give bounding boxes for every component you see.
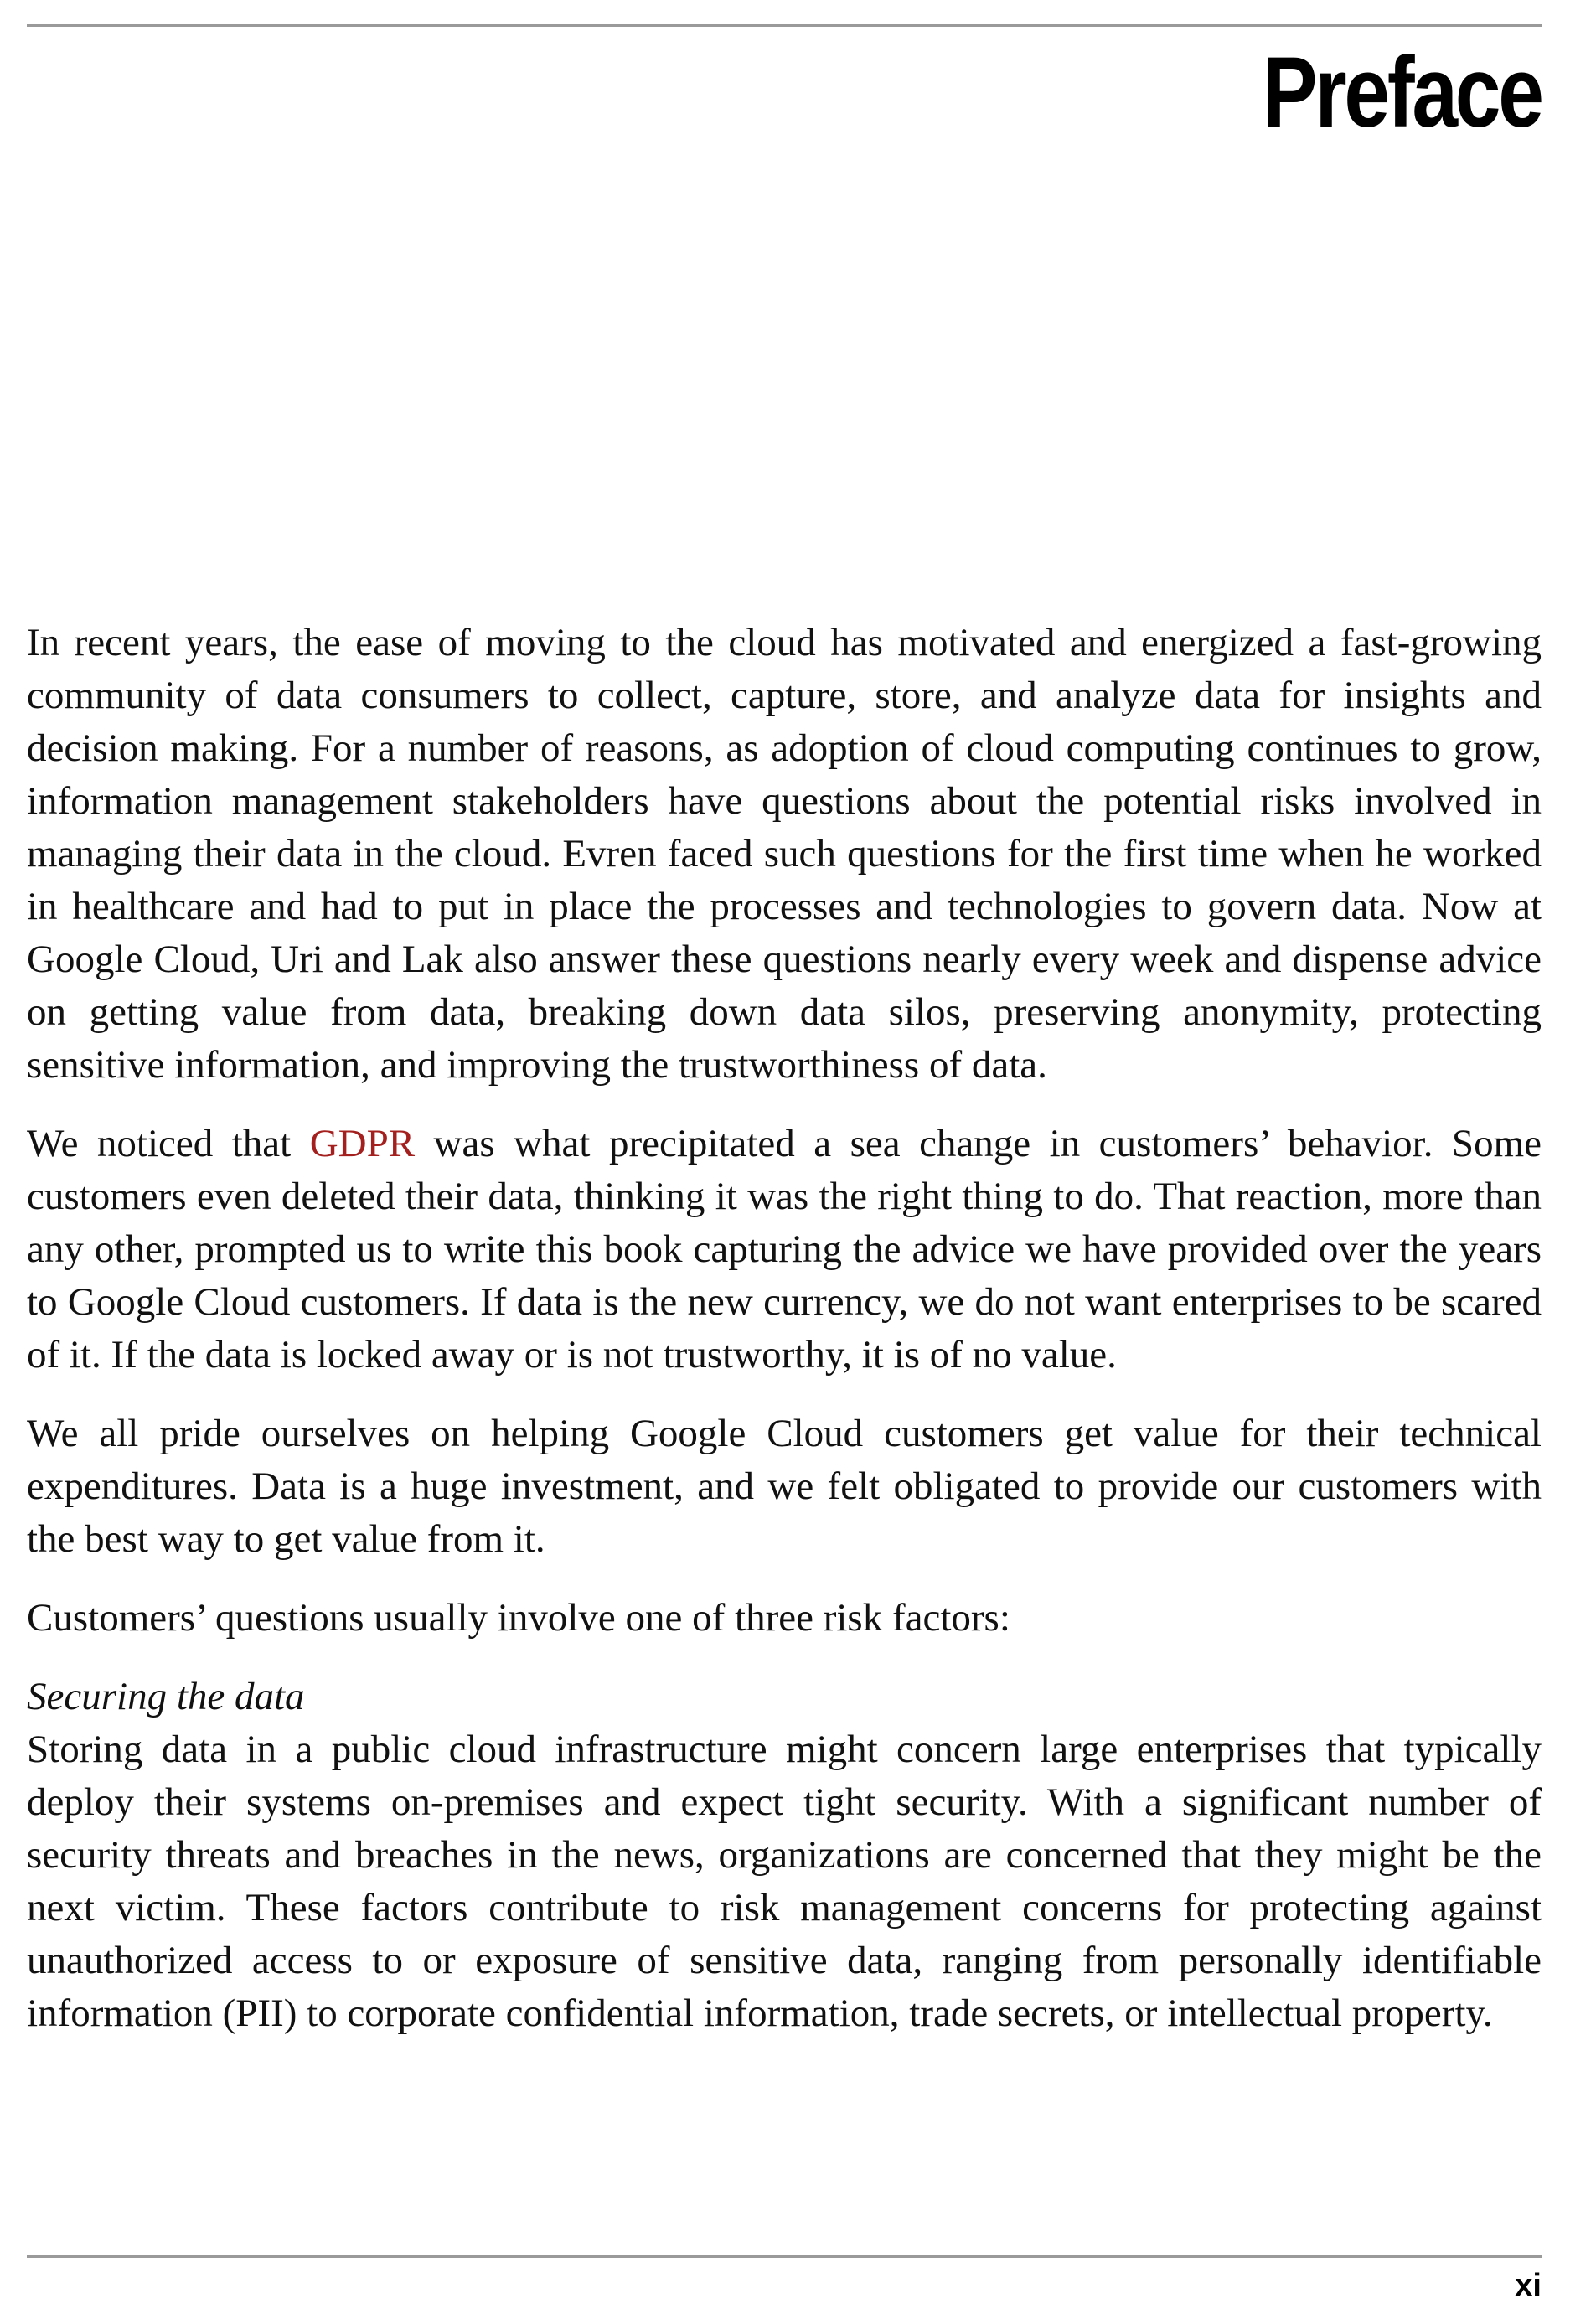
paragraph-gdpr [27,1118,1542,1382]
paragraph-risk-intro: Customers’ questions usually involve one of three risk factors: [27,1596,1010,1640]
paragraph-intro: In recent years, the ease of moving to the cloud has motivated and energized a fast-growing community of data consumers to collect, capture, store, and analyze data for insights and decision making. For a number of reasons, as adoption of cloud computing continues to grow, information management stakeholders have questions about the potential risks involved in managing their data in the cloud. Evren faced such questions for the first time when he worked in healthcare and had to put in place the processes and technologies to govern data. Now at Google Cloud, Uri and Lak also answer these questions nearly every week and dispense advice on getting value from data, breaking down data silos, preserving anonymity, protecting sensitive information, and improving the trustworthiness of data. [27,621,1542,1087]
risk-factor-definition: Storing data in a public cloud infrastructure might concern large enterprises that typically deploy their systems on-premises and expect tight security. With a significant number of security threats and breaches in the news, organizations are concerned that they might be the next victim. These factors contribute to risk management concerns for protecting against unauthorized access to or exposure of sensitive data, ranging from personally identifiable information (PII) to corporate confidential information, trade secrets, or intellectual property. [27,1728,1542,2035]
body-text [27,617,1542,2066]
paragraph-value: We all pride ourselves on helping Google Cloud customers get value for their technical expenditures. Data is a huge investment, and we felt obligated to provide our customers with the best way to get value from it. [27,1412,1542,1561]
paragraph-gdpr-rest: was what precipitated a sea change in customers’ behavior. Some customers even deleted their data, thinking it was the right thing to do. That reaction, more than any other, prompted us to write this book capturing the advice we have provided over the years to Google Cloud customers. If data is the new currency, we do not want enterprises to be scared of it. If the data is locked away or is not trustworthy, it is of no value. [27,1122,1542,1377]
page-number: xi [1515,2268,1542,2303]
chapter-title: Preface [1263,36,1542,148]
top-rule [27,24,1542,27]
bottom-rule [27,2255,1542,2258]
book-page [27,0,1542,2309]
paragraph-gdpr-lead: We noticed that [27,1122,310,1165]
gdpr-link[interactable]: GDPR [309,1122,416,1165]
risk-factor-term: Securing the data [27,1675,305,1718]
